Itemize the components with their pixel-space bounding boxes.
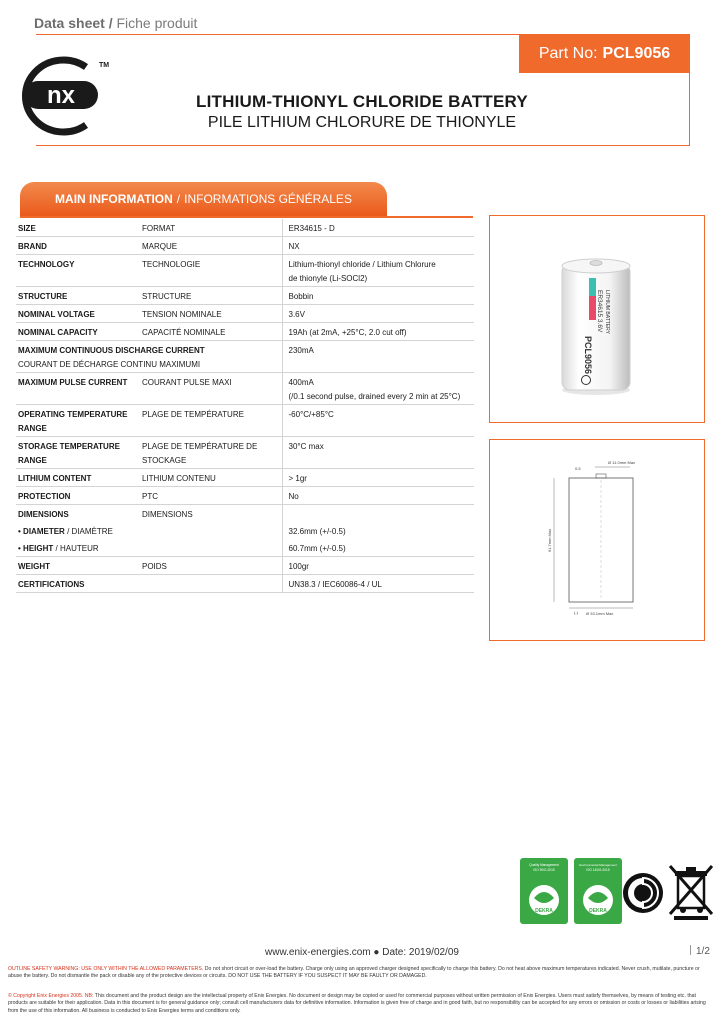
doc-type-separator: / bbox=[108, 15, 113, 31]
page-subtitle: PILE LITHIUM CHLORURE DE THIONYLE bbox=[207, 114, 517, 131]
logo-trademark: TM bbox=[98, 62, 110, 69]
spec-value bbox=[282, 255, 474, 287]
spec-label-fr: STRUCTURE bbox=[140, 287, 282, 305]
spec-label-fr: DIAMÈTRE bbox=[71, 527, 113, 536]
cert2-dekra: DEKRA bbox=[589, 908, 607, 914]
product-photo-box bbox=[489, 215, 705, 423]
bullet: • bbox=[18, 527, 21, 536]
cert2-title: Environmental Management bbox=[579, 863, 617, 867]
cert2-std: ISO 14001:2015 bbox=[586, 868, 610, 872]
spec-value bbox=[282, 505, 474, 523]
spec-value: 30°C max bbox=[288, 442, 324, 451]
table-row bbox=[16, 522, 474, 539]
spec-value: Bobbin bbox=[288, 292, 314, 301]
table-row bbox=[16, 557, 474, 575]
spec-label-combined bbox=[16, 341, 282, 373]
spec-label-en: CERTIFICATIONS bbox=[18, 580, 85, 589]
part-number-box bbox=[519, 34, 690, 73]
spec-value: NX bbox=[288, 242, 300, 251]
photo-label-type: LITHIUM BATTERY bbox=[604, 290, 610, 334]
spec-label-en: BRAND bbox=[18, 242, 47, 251]
table-row bbox=[16, 373, 474, 405]
logo-text: nx bbox=[46, 82, 76, 109]
spec-label-combined bbox=[16, 522, 282, 539]
spec-label-en: MAXIMUM PULSE CURRENT bbox=[18, 378, 128, 387]
table-row bbox=[16, 287, 474, 305]
spec-value bbox=[282, 373, 474, 405]
section-title-en: MAIN INFORMATION bbox=[55, 192, 173, 206]
photo-label-spec: ER34615 3.6V bbox=[596, 290, 603, 333]
photo-label-model: PCL9056 bbox=[583, 336, 593, 375]
table-row bbox=[16, 219, 474, 237]
spec-label-en: STORAGE TEMPERATURE RANGE bbox=[18, 442, 120, 465]
spec-label-fr: TECHNOLOGIE bbox=[140, 255, 282, 287]
spec-label-combined bbox=[16, 539, 282, 557]
dimension-drawing-box bbox=[489, 439, 705, 641]
spec-label-fr: FORMAT bbox=[140, 219, 282, 237]
section-heading bbox=[20, 182, 387, 216]
table-row bbox=[16, 575, 474, 593]
section-title-fr: INFORMATIONS GÉNÉRALES bbox=[184, 192, 352, 206]
spec-label-fr: TENSION NOMINALE bbox=[140, 305, 282, 323]
section-title-sep: / bbox=[176, 192, 181, 206]
spec-value: -60°C/+85°C bbox=[288, 410, 334, 419]
battery-photo bbox=[490, 216, 703, 421]
spec-label-fr: HAUTEUR bbox=[59, 544, 99, 553]
table-row bbox=[16, 237, 474, 255]
drawing-bottom-small: (-) bbox=[574, 610, 578, 615]
copyright-text: This document and the product design are the intellectual property of Enix Energies. No document or design may be copied or used for commercial purposes without written permission of Enix Energies. Users must satisfy themselves, by means of testing etc. that products are suitable for their application. Data in this document is for general guidance only; consult cell manufacturers data for definitive information. Information is given free of charge and in good faith, but no responsibility can be accepted for any errors or omission or costs or losses or liabilities arising from the use of this information. All business is conducted to Enix Energies terms and conditions only. bbox=[8, 993, 706, 1014]
page-number: 1/2 bbox=[690, 945, 710, 957]
spec-label-en: NOMINAL VOLTAGE bbox=[18, 310, 95, 319]
table-row bbox=[16, 505, 474, 523]
spec-label-en: TECHNOLOGY bbox=[18, 260, 75, 269]
page-title: LITHIUM-THIONYL CHLORIDE BATTERY bbox=[196, 92, 528, 111]
dimension-drawing bbox=[490, 440, 703, 639]
cert1-title: Quality Management bbox=[529, 863, 559, 867]
spec-label-fr: PLAGE DE TEMPÉRATURE DE STOCKAGE bbox=[140, 437, 282, 469]
spec-label-en: DIAMETER bbox=[23, 527, 65, 536]
drawing-top-dim: Ø 11.0mm Max bbox=[608, 460, 636, 465]
spec-label-fr: PTC bbox=[140, 487, 282, 505]
copyright-title: © Copyright Enix Energies 2005. NB: bbox=[8, 993, 94, 999]
green-dot-recycling-icon bbox=[622, 872, 664, 914]
spec-label-en: PROTECTION bbox=[18, 492, 71, 501]
spec-value: 19Ah (at 2mA, +25°C, 2.0 cut off) bbox=[288, 328, 407, 337]
spec-value: 3.6V bbox=[288, 310, 305, 319]
spec-label-fr: COURANT PULSE MAXI bbox=[140, 373, 282, 405]
spec-label-en: NOMINAL CAPACITY bbox=[18, 328, 98, 337]
crossed-bin-weee-icon bbox=[666, 862, 716, 920]
spec-label-en: DIMENSIONS bbox=[18, 510, 69, 519]
drawing-side-dim: 61.7mm Max bbox=[547, 528, 552, 552]
table-row bbox=[16, 437, 474, 469]
spec-value: > 1gr bbox=[288, 474, 307, 483]
website-link[interactable]: www.enix-energies.com bbox=[265, 947, 371, 958]
spec-label-en: LITHIUM CONTENT bbox=[18, 474, 92, 483]
footer-bullet: ● bbox=[373, 947, 380, 958]
spec-label-fr: PLAGE DE TEMPÉRATURE bbox=[140, 405, 282, 437]
safety-warning-title: OUTLINE SAFETY WARNING: USE ONLY WITHIN THE ALLOWED PARAMETERS. bbox=[8, 966, 204, 972]
spec-label-fr bbox=[140, 575, 282, 593]
spec-label-en: SIZE bbox=[18, 224, 36, 233]
spec-label-sep: / bbox=[67, 527, 70, 536]
spec-value-line2: de thionyle (Li-SOCl2) bbox=[288, 274, 368, 283]
drawing-top-small: 0.5 bbox=[575, 466, 581, 471]
iso9001-cert-icon bbox=[520, 858, 568, 924]
spec-label-fr: POIDS bbox=[140, 557, 282, 575]
part-number-label: Part No: bbox=[538, 44, 598, 62]
spec-value-line2: (/0.1 second pulse, drained every 2 min at 25°C) bbox=[288, 392, 461, 401]
safety-warning-text: Do not short circuit or over-load the battery. Charge only using an approved charger designed specifically to charge this battery. Do not heat above maximum temperatures indicated. Never crush, mutilate, puncture or abuse the battery. Do not dismantle the pack or disable any of the protective devices or circuits. DO NOT USE THE BATTERY IF YOU SUSPECT IT MAY BE FAULTY OR DAMAGED. bbox=[8, 966, 700, 980]
spec-value-line1: Lithium-thionyl chloride / Lithium Chlorure bbox=[288, 260, 436, 269]
spec-label-sep: / bbox=[55, 544, 58, 553]
spec-label-en: HEIGHT bbox=[23, 544, 54, 553]
bullet: • bbox=[18, 544, 21, 553]
table-row bbox=[16, 539, 474, 557]
document-type bbox=[34, 15, 197, 31]
spec-table bbox=[16, 219, 474, 593]
spec-label-fr: LITHIUM CONTENU bbox=[140, 469, 282, 487]
cert1-std: ISO 9001:2015 bbox=[533, 868, 555, 872]
drawing-bottom-dim: Ø 33.1mm Max bbox=[586, 611, 614, 616]
spec-label-en: STRUCTURE bbox=[18, 292, 68, 301]
cert1-dekra: DEKRA bbox=[535, 908, 553, 914]
table-row bbox=[16, 487, 474, 505]
document-date: Date: 2019/02/09 bbox=[382, 947, 459, 958]
table-row bbox=[16, 305, 474, 323]
footer-contact bbox=[0, 947, 724, 958]
spec-value: No bbox=[288, 492, 299, 501]
spec-value: 60.7mm (+/-0.5) bbox=[288, 544, 346, 553]
spec-value-line1: 400mA bbox=[288, 378, 314, 387]
iso14001-cert-icon bbox=[574, 858, 622, 924]
table-row bbox=[16, 255, 474, 287]
spec-value: 100gr bbox=[288, 562, 309, 571]
table-row bbox=[16, 405, 474, 437]
spec-value: ER34615 - D bbox=[288, 224, 335, 233]
table-row bbox=[16, 469, 474, 487]
spec-value: UN38.3 / IEC60086-4 / UL bbox=[288, 580, 382, 589]
spec-label-fr: DIMENSIONS bbox=[140, 505, 282, 523]
part-number: PCL9056 bbox=[602, 44, 671, 62]
spec-label-fr: COURANT DE DÉCHARGE CONTINU MAXIMUMI bbox=[18, 360, 201, 369]
table-row bbox=[16, 323, 474, 341]
table-row bbox=[16, 341, 474, 373]
doc-type-en: Data sheet bbox=[34, 15, 105, 31]
safety-warning bbox=[8, 966, 714, 981]
spec-label-en: MAXIMUM CONTINUOUS DISCHARGE CURRENT bbox=[18, 346, 205, 355]
section-divider bbox=[20, 216, 473, 218]
spec-value: 32.6mm (+/-0.5) bbox=[288, 527, 346, 536]
copyright-notice bbox=[8, 993, 714, 1015]
spec-label-en: WEIGHT bbox=[18, 562, 50, 571]
doc-type-fr: Fiche produit bbox=[116, 15, 198, 31]
spec-label-fr: CAPACITÉ NOMINALE bbox=[140, 323, 282, 341]
spec-label-en: OPERATING TEMPERATURE RANGE bbox=[18, 410, 128, 433]
spec-value: 230mA bbox=[288, 346, 314, 355]
spec-label-fr: MARQUE bbox=[140, 237, 282, 255]
